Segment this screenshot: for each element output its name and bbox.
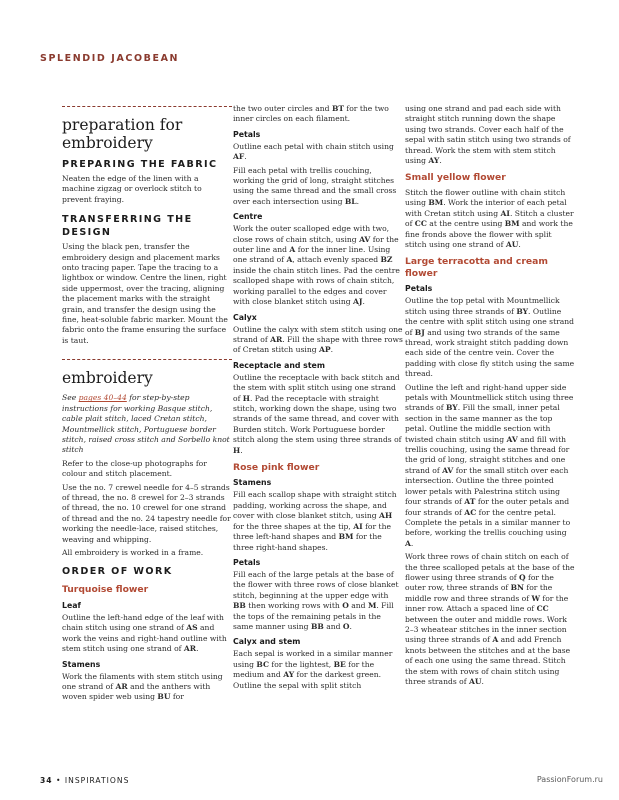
centre-text: Work the outer scalloped edge with two, close rows of chain stitch, using AV for the outer line and A for the inner line. Using one strand of A, attach evenly spaced BZ inside the chain stitch lines. Pad the centre scalloped shape with rows of chain stitch, working parallel to the edges and cover with close blanket stitch using AJ. (233, 224, 400, 307)
leaf-heading: Leaf (62, 600, 81, 610)
centre-heading: Centre (233, 212, 263, 222)
preparing-fabric-heading: PREPARING THE FABRIC (62, 159, 218, 170)
prep-section-title: preparation for embroidery (62, 116, 183, 152)
preparing-fabric-text: Neaten the edge of the linen with a machine zigzag or overlock stitch to prevent fraying. (62, 174, 202, 204)
terracotta-text-3: Work three rows of chain stitch on each of the three scalloped petals at the base of the flower using three strands of Q for the outer row, three strands of BN for the middle row and three strands of W for the inner row. Attach a spaced line of CC between the outer and middle rows. Work 2–3 wheatear stitches in the inner section using three strands of A and add French knots between the stitches and at the base of each one using the same thread. Stitch the stem with rows of chain stitch using three strands of AU. (405, 552, 575, 686)
section-divider (62, 106, 232, 107)
calyx-text: Outline the calyx with stem stitch using one strand of AR. Fill the shape with three rows of Cretan stitch using AP. (233, 324, 403, 355)
terracotta-flower-heading: Large terracotta and cream flower (405, 256, 548, 279)
transferring-heading: TRANSFERRING THE DESIGN (62, 214, 193, 239)
refer-text: Refer to the close-up photographs for colour and stitch placement. (62, 458, 207, 479)
page-footer (40, 776, 129, 785)
watermark: PassionForum.ru (536, 775, 603, 784)
terracotta-text-1: Outline the top petal with Mountmellick stitch using three strands of BY. Outline the centre with split stitch using one strand of BJ and using two strands of the same thread, work straight stitch padding down each side of the centre vein. Cover the padding with close fly stitch using the same thread. (405, 296, 575, 379)
leaf-text: Outline the left-hand edge of the leaf with chain stitch using one strand of AS and work the veins and right-hand outline with stem stitch using one strand of AR. (62, 612, 227, 654)
stamens-text: Work the filaments with stem stitch using one strand of AR and the anthers with woven spider web using BU for (62, 671, 223, 702)
rose-stamens-text: Fill each scallop shape with straight stitch padding, working across the shape, and cover with close blanket stitch, using AH for the three shapes at the tip, AI for the three left-hand shapes and BM for the three right-hand shapes. (233, 490, 397, 552)
page-number: 34 (40, 776, 53, 785)
see-pages-note: See pages 40–44 for step-by-step instructions for working Basque stitch, cable plait stitch, laced Cretan stitch, Mountmellick stitch, Portuguese border stitch, raised cross stitch and Sorbello knot stitch (62, 393, 230, 455)
calyx-heading: Calyx (233, 312, 257, 322)
rose-pink-flower-heading: Rose pink flower (233, 461, 320, 473)
running-head: SPLENDID JACOBEAN (40, 53, 180, 64)
rose-calyx-continued: using one strand and pad each side with straight stitch running down the shape using two strands. Cover each half of the sepal with satin stitch using two strands of thread. Work the stem with stem stitch using AY. (405, 104, 571, 166)
petals-text-2: Fill each petal with trellis couching, working the grid of long, straight stitches using the same thread and the small cross over each intersection using BL. (233, 165, 397, 206)
footer-bullet: • (56, 776, 62, 785)
receptacle-heading: Receptacle and stem (233, 360, 325, 370)
section-divider (62, 359, 232, 360)
rose-calyx-heading: Calyx and stem (233, 637, 301, 647)
column-1 (62, 96, 232, 706)
rose-calyx-text: Each sepal is worked in a similar manner using BC for the lightest, BE for the medium and AY for the darkest green. Outline the sepal with split stitch (233, 649, 393, 690)
terracotta-petals-heading: Petals (405, 284, 433, 294)
pages-link[interactable]: pages 40–44 (78, 393, 127, 403)
rose-petals-text: Fill each of the large petals at the base of the flower with three rows of close blanket stitch, beginning at the upper edge with BB then working rows with O and M. Fill the tops of the remaining petals in the same manner using BB and O. (233, 569, 399, 631)
footer-section: INSPIRATIONS (64, 776, 130, 785)
order-of-work-heading: ORDER OF WORK (62, 566, 173, 578)
turquoise-flower-heading: Turquoise flower (62, 584, 149, 596)
petals-heading: Petals (233, 129, 261, 139)
stamens-continued: the two outer circles and BT for the two inner circles on each filament. (233, 104, 389, 124)
column-2 (233, 104, 403, 694)
stamens-heading: Stamens (62, 659, 101, 669)
petals-text-1: Outline each petal with chain stitch using AF. (233, 141, 394, 162)
transferring-text: Using the black pen, transfer the embroidery design and placement marks onto tracing paper. Tape the tracing to a lightbox or window. Centre the linen, right side uppermost, over the tracing, aligning the placement marks with the straight grain, and transfer the design using the fine, heat-soluble fabric marker. Mount the fabric onto the frame ensuring the surface is taut. (62, 242, 228, 345)
rose-stamens-heading: Stamens (233, 478, 272, 488)
embroidery-section-title: embroidery (62, 369, 153, 388)
column-3 (405, 104, 575, 690)
small-yellow-flower-heading: Small yellow flower (405, 172, 506, 184)
terracotta-text-2: Outline the left and right-hand upper side petals with Mountmellick stitch using three strands of BY. Fill the small, inner petal section in the same manner as the top petal. Outline the middle section with twisted chain stitch using AV and fill with trellis couching, using the same thread for the grid of long, straight stitches and one strand of AV for the small stitch over each intersection. Outline the three pointed lower petals with Palestrina stitch using four strands of AT for the outer petals and four strands of AC for the centre petal. Complete the petals in a similar manner to before, working the trellis couching using A. (405, 382, 574, 548)
yellow-flower-text: Stitch the flower outline with chain stitch using BM. Work the interior of each petal with Cretan stitch using AI. Stitch a cluster of CC at the centre using BM and work the fine fronds above the flower with split stitch using one strand of AU. (405, 187, 574, 249)
rose-petals-heading: Petals (233, 557, 261, 567)
receptacle-text: Outline the receptacle with back stitch and the stem with split stitch using one strand of H. Pad the receptacle with straight stitch, working down the shape, using two strands of the same thread, and cover with Burden stitch. Work Portuguese border stitch along the stem using three strands of H. (233, 372, 402, 455)
needle-text: Use the no. 7 crewel needle for 4–5 strands of thread, the no. 8 crewel for 2–3 strands of thread, the no. 10 crewel for one strand of thread and the no. 24 tapestry needle for working the needle-lace, raised stitches, weaving and whipping. (62, 482, 231, 544)
frame-text: All embroidery is worked in a frame. (62, 547, 204, 557)
